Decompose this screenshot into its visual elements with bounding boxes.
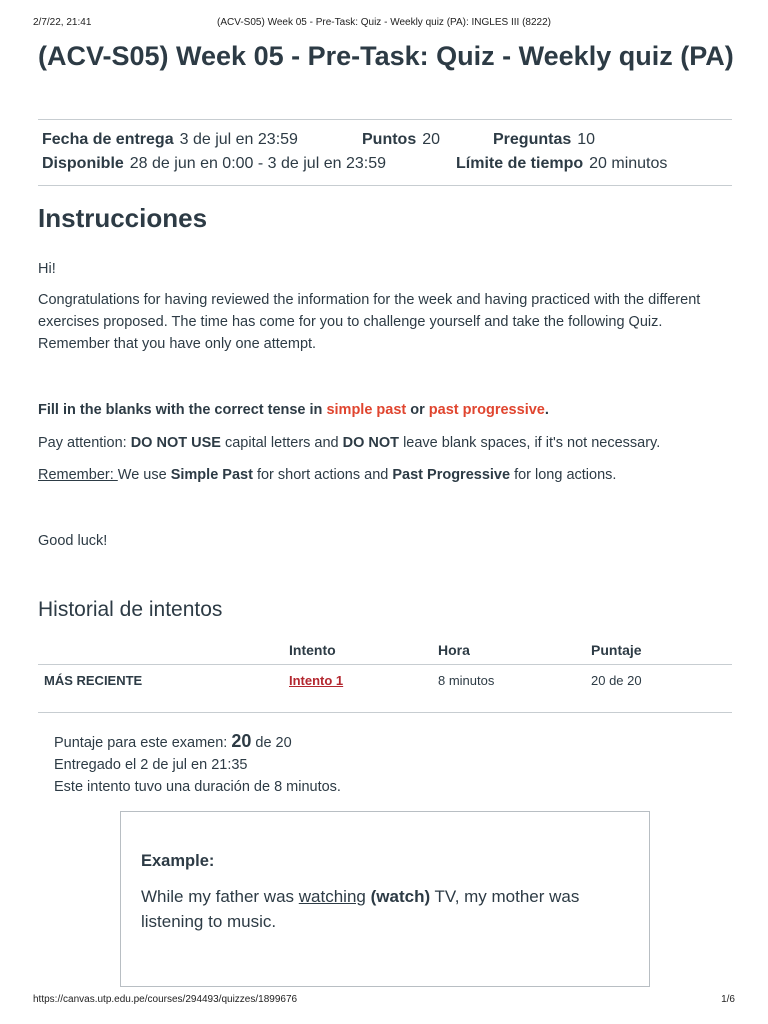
column-header-attempt: Intento — [289, 642, 336, 658]
fill-prefix: Fill in the blanks with the correct tense in — [38, 402, 327, 418]
column-header-time: Hora — [438, 642, 470, 658]
questions — [493, 131, 595, 149]
example-verb-hint: (watch) — [370, 887, 431, 906]
intro-paragraph: Congratulations for having reviewed the information for the week and having practiced with the different exercises proposed. The time has come for you to challenge yourself and take the following Quiz. Remember that you have only one attempt. — [38, 292, 701, 352]
due-label: Fecha de entrega — [42, 131, 174, 148]
remember-past-progressive: Past Progressive — [392, 467, 511, 483]
example-box — [120, 811, 650, 987]
points-label: Puntos — [362, 131, 417, 148]
due-date — [42, 131, 298, 149]
table-header — [38, 640, 732, 664]
attention-text: Pay attention: — [38, 435, 131, 451]
points — [362, 131, 440, 149]
remember-text: for long actions. — [510, 467, 617, 483]
attempt-history-table — [38, 640, 732, 693]
closing: Good luck! — [38, 533, 108, 549]
column-header-score: Puntaje — [591, 642, 642, 658]
time-limit — [456, 155, 667, 173]
latest-label: MÁS RECIENTE — [44, 673, 143, 688]
score-value: 20 — [231, 731, 252, 751]
attention-do-not-use: DO NOT USE — [130, 435, 221, 451]
score-summary — [54, 730, 341, 798]
fill-instruction — [38, 399, 738, 421]
fill-or: or — [406, 402, 429, 418]
remember-text: We use — [117, 467, 171, 483]
available-value: 28 de jun en 0:00 - 3 de jul en 23:59 — [129, 155, 386, 172]
table-row — [38, 665, 732, 693]
tense-past-progressive: past progressive — [428, 402, 545, 418]
attention-do-not: DO NOT — [342, 435, 400, 451]
submitted-line: Entregado el 2 de jul en 21:35 — [54, 757, 248, 773]
print-datetime: 2/7/22, 21:41 — [33, 17, 92, 28]
greeting: Hi! — [38, 261, 56, 277]
questions-value: 10 — [577, 131, 596, 148]
remember-label: Remember: — [38, 467, 118, 483]
divider — [38, 185, 732, 186]
remember-simple-past: Simple Past — [170, 467, 253, 483]
questions-label: Preguntas — [493, 131, 572, 148]
duration-line: Este intento tuvo una duración de 8 minutos. — [54, 779, 341, 795]
print-url: https://canvas.utp.edu.pe/courses/294493/quizzes/1899676 — [33, 994, 298, 1005]
fill-suffix: . — [544, 402, 549, 418]
attention-text: leave blank spaces, if it's not necessary. — [399, 435, 661, 451]
print-doc-title: (ACV-S05) Week 05 - Pre-Task: Quiz - Weekly quiz (PA): INGLES III (8222) — [217, 17, 551, 28]
due-value: 3 de jul en 23:59 — [179, 131, 298, 148]
time-limit-value: 20 minutos — [589, 155, 668, 172]
points-value: 20 — [422, 131, 441, 148]
divider — [38, 119, 732, 120]
score-of: de 20 — [251, 735, 292, 751]
time-limit-label: Límite de tiempo — [456, 155, 584, 172]
print-page-number: 1/6 — [721, 994, 735, 1005]
score-line — [54, 730, 341, 754]
attempt-score: 20 de 20 — [591, 673, 642, 688]
attention-text: capital letters and — [220, 435, 343, 451]
available — [42, 155, 386, 173]
remember-text: for short actions and — [252, 467, 393, 483]
score-label: Puntaje para este examen: — [54, 735, 232, 751]
attention-paragraph — [38, 432, 738, 454]
divider — [38, 712, 732, 713]
available-label: Disponible — [42, 155, 124, 172]
attempt-time: 8 minutos — [438, 673, 495, 688]
attempt-link[interactable]: Intento 1 — [289, 673, 344, 688]
page-title: (ACV-S05) Week 05 - Pre-Task: Quiz - Weekly quiz (PA) — [38, 41, 734, 71]
history-heading: Historial de intentos — [38, 598, 223, 621]
example-answer: watching — [298, 887, 366, 906]
instructions-heading: Instrucciones — [38, 203, 208, 233]
example-sentence — [141, 884, 631, 934]
example-label: Example: — [141, 852, 215, 870]
tense-simple-past: simple past — [326, 402, 407, 418]
example-text: While my father was — [141, 887, 299, 906]
remember-paragraph — [38, 464, 738, 486]
example-text: TV, my mother was listening to music. — [141, 887, 580, 931]
